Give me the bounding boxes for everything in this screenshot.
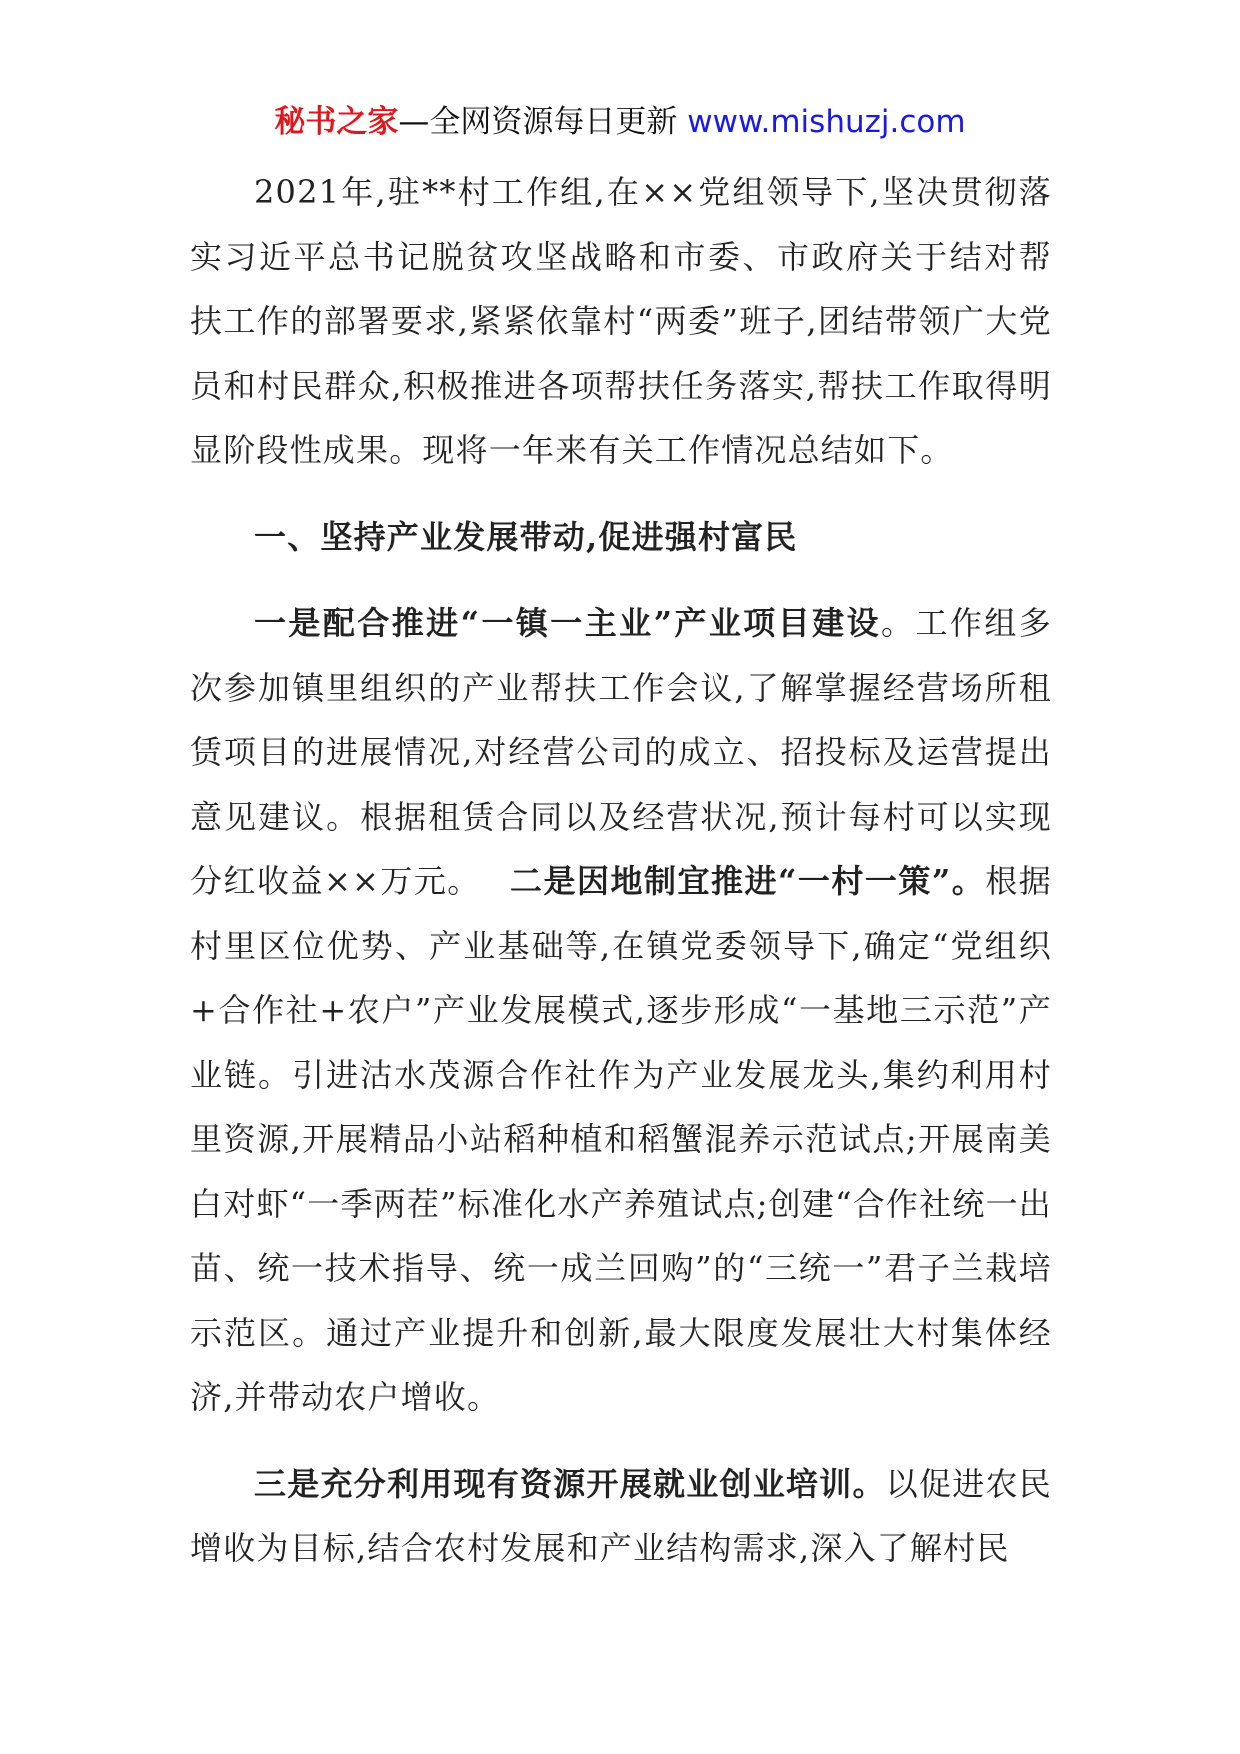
paragraph-1-lead: 一是配合推进“一镇一主业”产业项目建设 [254, 604, 882, 642]
paragraph-1-text: 。工作组多次参加镇里组织的产业帮扶工作会议,了解掌握经营场所租赁项目的进展情况,对经营公司的成立、招投标及运营提出意见建议。根据租赁合同以及经营状况,预计每村可以实现分红收益××万元。 [190, 604, 1052, 900]
header-site-link[interactable]: www.mishuzj.com [687, 104, 966, 140]
paragraph-3-lead: 三是充分利用现有资源开展就业创业培训。 [254, 1464, 886, 1503]
intro-paragraph: 2021年,驻**村工作组,在××党组领导下,坚决贯彻落实习近平总书记脱贫攻坚战略和市委、市政府关于结对帮扶工作的部署要求,紧紧依靠村“两委”班子,团结带领广大党员和村民群众,积极推进各项帮扶任务落实,帮扶工作取得明显阶段性成果。现将一年来有关工作情况总结如下。 [190, 173, 1052, 469]
header-tagline: —全网资源每日更新 [398, 104, 688, 140]
header-brand: 秘书之家 [274, 104, 399, 140]
page-header [0, 100, 1240, 144]
paragraph-3-text: 以促进农民增收为目标,结合农村发展和产业结构需求,深入了解村民 [190, 1464, 1052, 1567]
paragraph-2-lead: 二是因地制宜推进“一村一策”。 [509, 862, 986, 900]
section-1-paragraph-1 [190, 591, 1052, 1430]
section-1-paragraph-3 [190, 1452, 1052, 1581]
document-body [190, 160, 1052, 1581]
paragraph-2-text: 根据村里区位优势、产业基础等,在镇党委领导下,确定“党组织+合作社+农户”产业发展模式,逐步形成“一基地三示范”产业链。引进沽水茂源合作社作为产业发展龙头,集约利用村里资源,开展精品小站稻种植和稻蟹混养示范试点;开展南美白对虾“一季两茬”标准化水产养殖试点;创建“合作社统一出苗、统一技术指导、统一成兰回购”的“三统一”君子兰栽培示范区。通过产业提升和创新,最大限度发展壮大村集体经济,并带动农户增收。 [190, 862, 1052, 1416]
paragraph-1-spacer [465, 862, 510, 900]
section-1-heading: 一、坚持产业发展带动,促进强村富民 [254, 517, 798, 556]
